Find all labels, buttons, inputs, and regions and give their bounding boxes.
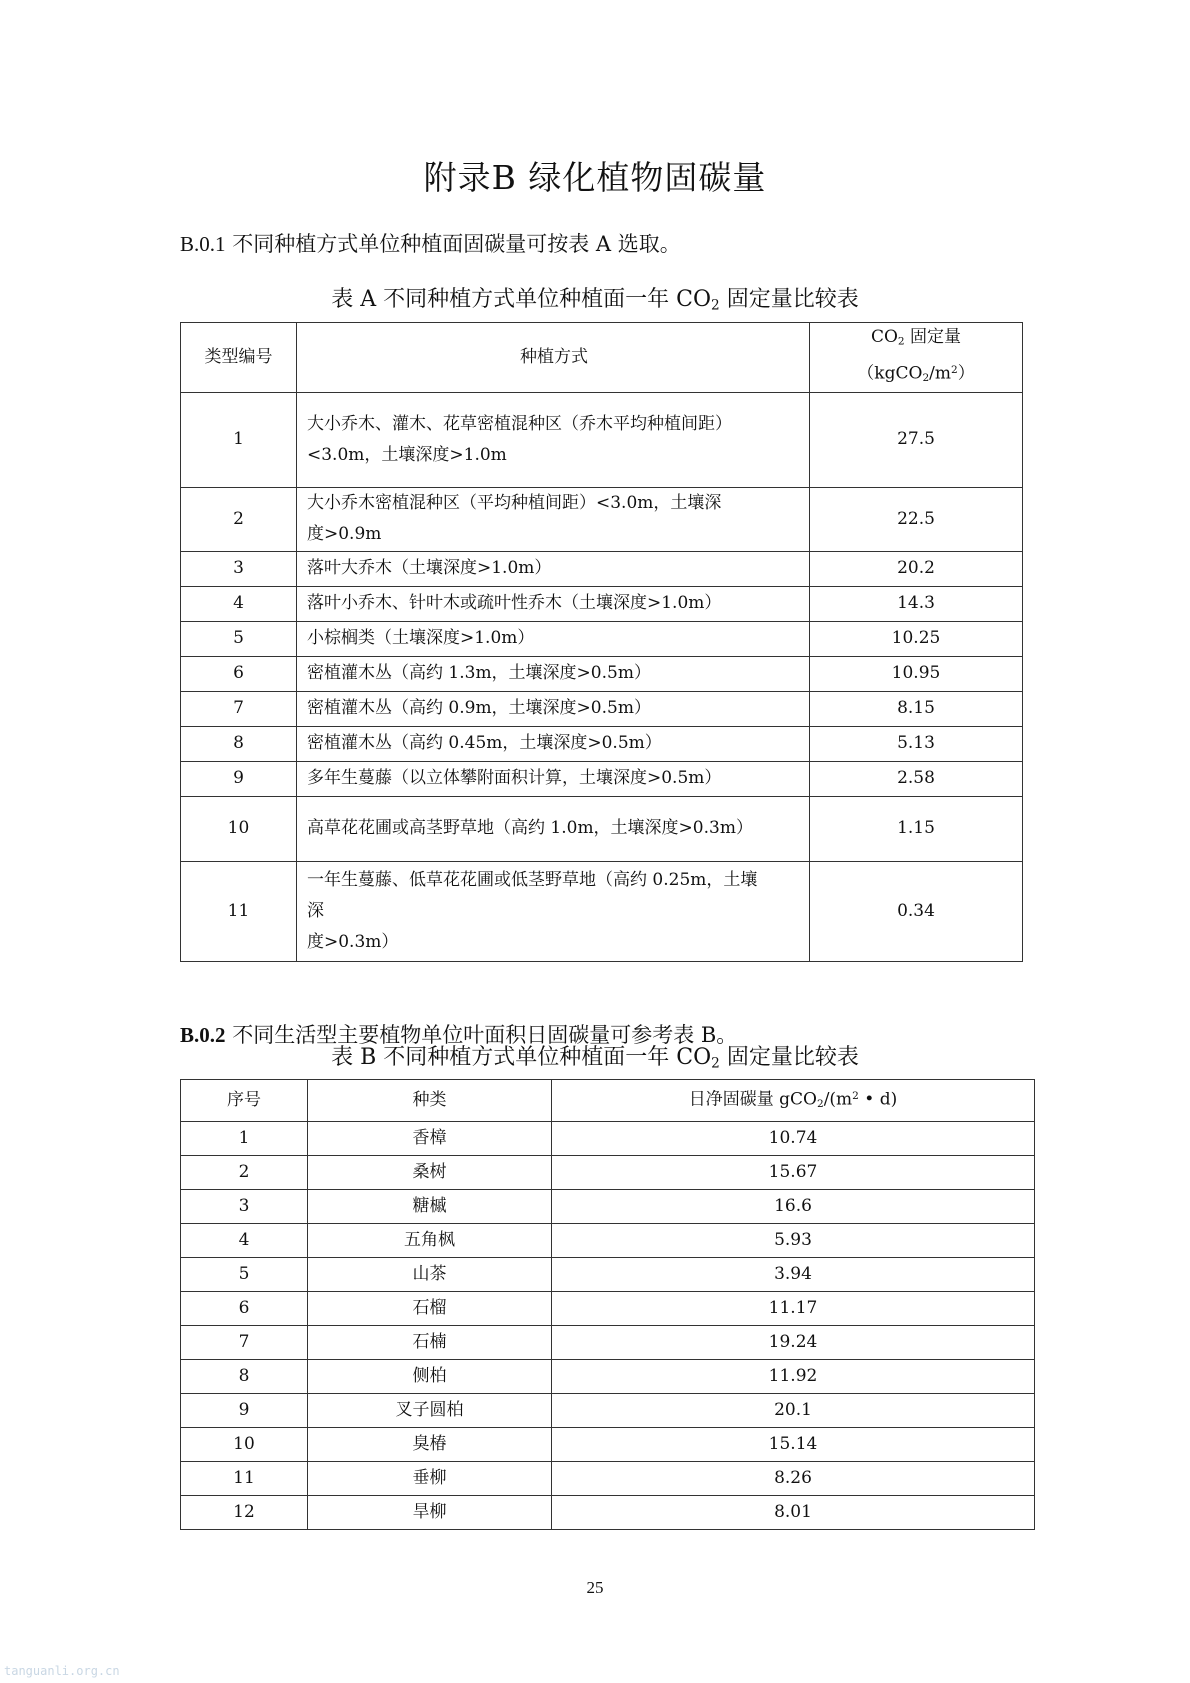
- species-cell: 叉子圆柏: [308, 1393, 552, 1427]
- serial-cell: 4: [181, 1223, 308, 1257]
- section-number: B.0.1: [180, 232, 226, 256]
- table-row: [181, 691, 1023, 726]
- method-line: 小棕榈类（土壤深度>1.0m）: [307, 628, 535, 649]
- serial-cell: 2: [181, 1155, 308, 1189]
- daily-carbon-cell: 8.26: [552, 1461, 1035, 1495]
- type-number-cell: 8: [181, 726, 297, 761]
- table-row: [181, 1121, 1035, 1155]
- table-b-caption: [0, 1040, 1190, 1071]
- table-row: [181, 621, 1023, 656]
- serial-cell: 9: [181, 1393, 308, 1427]
- serial-cell: 8: [181, 1359, 308, 1393]
- method-line: 度>0.3m）: [307, 931, 399, 952]
- table-row: [181, 392, 1023, 487]
- type-number-cell: 4: [181, 586, 297, 621]
- co2-value-cell: 22.5: [810, 487, 1023, 551]
- daily-carbon-cell: 15.14: [552, 1427, 1035, 1461]
- method-line: 高草花花圃或高茎野草地（高约 1.0m，土壤深度>0.3m）: [307, 818, 753, 839]
- planting-method-cell: [297, 796, 810, 861]
- daily-carbon-cell: 11.92: [552, 1359, 1035, 1393]
- method-line: 密植灌木丛（高约 0.45m，土壤深度>0.5m）: [307, 733, 662, 754]
- table-row: [181, 1325, 1035, 1359]
- type-number-cell: 11: [181, 861, 297, 961]
- section-number: B.0.2: [180, 1023, 226, 1047]
- table-b: [180, 1079, 1035, 1530]
- table-row: [181, 1495, 1035, 1529]
- planting-method-cell: [297, 392, 810, 487]
- type-number-cell: 7: [181, 691, 297, 726]
- method-line: 深: [307, 900, 324, 921]
- method-line: 密植灌木丛（高约 0.9m，土壤深度>0.5m）: [307, 698, 651, 719]
- page-number: 25: [586, 1578, 604, 1597]
- table-header-row: [181, 323, 1023, 393]
- method-line: <3.0m，土壤深度>1.0m: [307, 444, 507, 465]
- table-a-caption: [0, 282, 1190, 313]
- table-header-row: [181, 1080, 1035, 1122]
- species-cell: 侧柏: [308, 1359, 552, 1393]
- species-cell: 桑树: [308, 1155, 552, 1189]
- co2-value-cell: 0.34: [810, 861, 1023, 961]
- species-cell: 垂柳: [308, 1461, 552, 1495]
- daily-carbon-cell: 19.24: [552, 1325, 1035, 1359]
- co2-value-cell: 5.13: [810, 726, 1023, 761]
- method-line: 多年生蔓藤（以立体攀附面积计算，土壤深度>0.5m）: [307, 768, 722, 789]
- caption-subscript: 2: [711, 1055, 720, 1072]
- header-co2-fixed: [810, 323, 1023, 393]
- table-row: [181, 1359, 1035, 1393]
- section-text: 不同生活型主要植物单位叶面积日固碳量可参考表 B。: [225, 1023, 738, 1047]
- header-species: 种类: [308, 1080, 552, 1122]
- daily-carbon-cell: 20.1: [552, 1393, 1035, 1427]
- daily-carbon-cell: 8.01: [552, 1495, 1035, 1529]
- caption-text: 固定量比较表: [719, 287, 859, 312]
- daily-carbon-cell: 11.17: [552, 1291, 1035, 1325]
- header-daily-carbon: 日净固碳量 $gCO_2/(m^2$ • d): [552, 1080, 1035, 1122]
- species-cell: 糖槭: [308, 1189, 552, 1223]
- species-cell: 石榴: [308, 1291, 552, 1325]
- species-cell: 山茶: [308, 1257, 552, 1291]
- daily-carbon-cell: 10.74: [552, 1121, 1035, 1155]
- serial-cell: 12: [181, 1495, 308, 1529]
- table-row: [181, 1257, 1035, 1291]
- table-row: [181, 1461, 1035, 1495]
- co2-value-cell: 2.58: [810, 761, 1023, 796]
- planting-method-cell: [297, 761, 810, 796]
- table-row: [181, 586, 1023, 621]
- species-cell: 五角枫: [308, 1223, 552, 1257]
- header-serial: 序号: [181, 1080, 308, 1122]
- table-row: [181, 1223, 1035, 1257]
- watermark: tanguanli.org.cn: [4, 1664, 120, 1678]
- planting-method-cell: [297, 621, 810, 656]
- table-row: [181, 1427, 1035, 1461]
- species-cell: 石楠: [308, 1325, 552, 1359]
- method-line: 落叶小乔木、针叶木或疏叶性乔木（土壤深度>1.0m）: [307, 593, 722, 614]
- species-cell: 旱柳: [308, 1495, 552, 1529]
- method-line: 落叶大乔木（土壤深度>1.0m）: [307, 558, 552, 579]
- method-line: 度>0.9m: [307, 524, 382, 545]
- table-row: [181, 726, 1023, 761]
- planting-method-cell: [297, 691, 810, 726]
- species-cell: 臭椿: [308, 1427, 552, 1461]
- table-row: [181, 1291, 1035, 1325]
- caption-subscript: 2: [711, 297, 720, 314]
- table-row: [181, 1393, 1035, 1427]
- table-row: [181, 1155, 1035, 1189]
- planting-method-cell: [297, 726, 810, 761]
- caption-text: 固定量比较表: [719, 1045, 859, 1070]
- section-text: 不同种植方式单位种植面固碳量可按表 A 选取。: [225, 232, 681, 256]
- section-b01: [180, 228, 681, 258]
- type-number-cell: 5: [181, 621, 297, 656]
- header-line: $CO_2$ 固定量: [870, 327, 962, 348]
- table-row: [181, 487, 1023, 551]
- co2-value-cell: 10.25: [810, 621, 1023, 656]
- table-a: [180, 322, 1023, 962]
- daily-carbon-cell: 5.93: [552, 1223, 1035, 1257]
- serial-cell: 3: [181, 1189, 308, 1223]
- co2-value-cell: 10.95: [810, 656, 1023, 691]
- planting-method-cell: [297, 487, 810, 551]
- co2-value-cell: 20.2: [810, 551, 1023, 586]
- co2-value-cell: 1.15: [810, 796, 1023, 861]
- serial-cell: 10: [181, 1427, 308, 1461]
- method-line: 大小乔木、灌木、花草密植混种区（乔木平均种植间距）: [307, 413, 732, 434]
- method-line: 一年生蔓藤、低草花花圃或低茎野草地（高约 0.25m，土壤: [307, 869, 758, 890]
- page-title: 附录B 绿化植物固碳量: [423, 158, 767, 197]
- table-row: [181, 656, 1023, 691]
- table-row: [181, 796, 1023, 861]
- co2-value-cell: 14.3: [810, 586, 1023, 621]
- type-number-cell: 1: [181, 392, 297, 487]
- type-number-cell: 2: [181, 487, 297, 551]
- serial-cell: 6: [181, 1291, 308, 1325]
- daily-carbon-cell: 3.94: [552, 1257, 1035, 1291]
- planting-method-cell: [297, 551, 810, 586]
- daily-carbon-cell: 16.6: [552, 1189, 1035, 1223]
- type-number-cell: 6: [181, 656, 297, 691]
- caption-text: 表 B 不同种植方式单位种植面一年 CO: [331, 1045, 712, 1070]
- planting-method-cell: [297, 656, 810, 691]
- header-planting-method: 种植方式: [297, 323, 810, 393]
- co2-value-cell: 8.15: [810, 691, 1023, 726]
- type-number-cell: 10: [181, 796, 297, 861]
- serial-cell: 11: [181, 1461, 308, 1495]
- species-cell: 香樟: [308, 1121, 552, 1155]
- co2-value-cell: 27.5: [810, 392, 1023, 487]
- type-number-cell: 3: [181, 551, 297, 586]
- daily-carbon-cell: 15.67: [552, 1155, 1035, 1189]
- table-row: [181, 1189, 1035, 1223]
- table-row: [181, 761, 1023, 796]
- method-line: 密植灌木丛（高约 1.3m，土壤深度>0.5m）: [307, 663, 651, 684]
- serial-cell: 1: [181, 1121, 308, 1155]
- header-type-number: 类型编号: [181, 323, 297, 393]
- header-unit: $(kgCO_2/m^2)$: [857, 362, 975, 384]
- serial-cell: 5: [181, 1257, 308, 1291]
- planting-method-cell: [297, 586, 810, 621]
- planting-method-cell: [297, 861, 810, 961]
- serial-cell: 7: [181, 1325, 308, 1359]
- method-line: 大小乔木密植混种区（平均种植间距）<3.0m，土壤深: [307, 493, 722, 514]
- caption-text: 表 A 不同种植方式单位种植面一年 CO: [331, 287, 712, 312]
- type-number-cell: 9: [181, 761, 297, 796]
- table-row: [181, 861, 1023, 961]
- table-row: [181, 551, 1023, 586]
